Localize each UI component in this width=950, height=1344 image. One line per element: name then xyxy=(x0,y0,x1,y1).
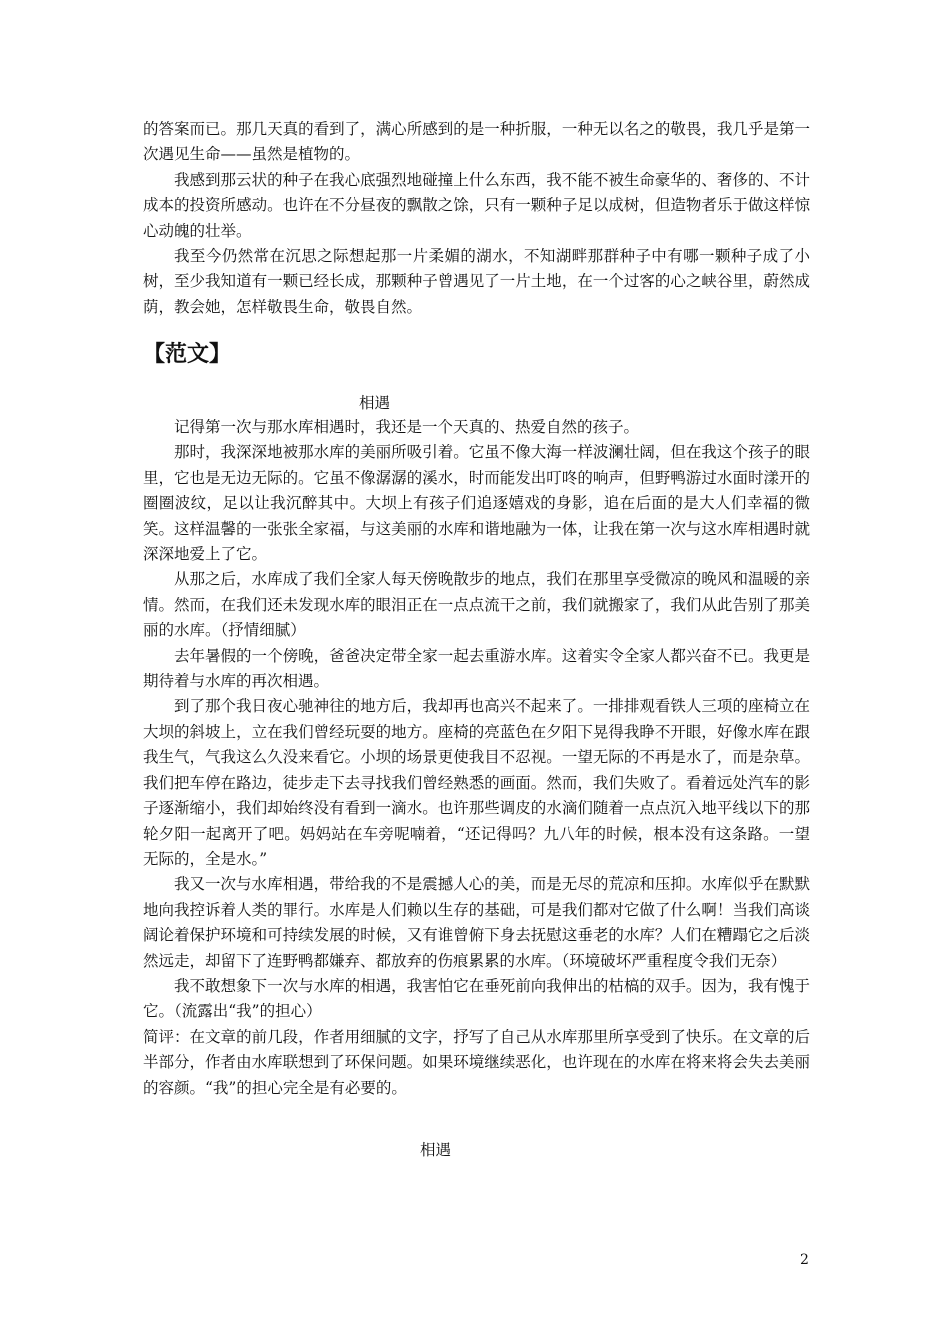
intro-paragraph: 我感到那云状的种子在我心底强烈地碰撞上什么东西，我不能不被生命豪华的、奢侈的、不计成本的投资所感动。也许在不分昼夜的飘散之馀，只有一颗种子足以成树，但造物者乐于做这样惊心动魄的壮举。 xyxy=(143,170,810,240)
essay-paragraph: 去年暑假的一个傍晚，爸爸决定带全家一起去重游水库。这着实令全家人都兴奋不已。我更是期待着与水库的再次相遇。 xyxy=(143,646,810,691)
comment-paragraph: 简评：在文章的前几段，作者用细腻的文字，抒写了自己从水库那里所享受到了快乐。在文章的后半部分，作者由水库联想到了环保问题。如果环境继续恶化，也许现在的水库在将来将会失去美丽的容颜。“我”的担心完全是有必要的。 xyxy=(143,1027,810,1097)
essay-paragraph: 到了那个我日夜心驰神往的地方后，我却再也高兴不起来了。一排排观看铁人三项的座椅立在大坝的斜坡上，立在我们曾经玩耍的地方。座椅的亮蓝色在夕阳下晃得我睁不开眼，好像水库在跟我生气，气我这么久没来看它。小坝的场景更使我目不忍视。一望无际的不再是水了，而是杂草。我们把车停在路边，徒步走下去寻找我们曾经熟悉的画面。然而，我们失败了。看着远处汽车的影子逐渐缩小，我们却始终没有看到一滴水。也许那些调皮的水滴们随着一点点沉入地平线以下的那轮夕阳一起离开了吧。妈妈站在车旁呢喃着，“还记得吗？九八年的时候，根本没有这条路。一望无际的，全是水。” xyxy=(143,697,810,868)
essay-title: 相遇 xyxy=(359,394,391,412)
essay-body xyxy=(143,415,810,1101)
second-essay-title: 相遇 xyxy=(420,1141,452,1159)
intro-text xyxy=(143,117,810,320)
essay-paragraph: 记得第一次与那水库相遇时，我还是一个天真的、热爱自然的孩子。 xyxy=(174,418,640,436)
essay-paragraph: 那时，我深深地被那水库的美丽所吸引着。它虽不像大海一样波澜壮阔，但在我这个孩子的眼里，它也是无边无际的。它虽不像潺潺的溪水，时而能发出叮咚的响声，但野鸭游过水面时漾开的圈圈波纹，足以让我沉醉其中。大坝上有孩子们追逐嬉戏的身影，追在后面的是大人们幸福的微笑。这样温馨的一张张全家福，与这美丽的水库和谐地融为一体，让我在第一次与这水库相遇时就深深地爱上了它。 xyxy=(143,443,810,564)
essay-paragraph: 从那之后，水库成了我们全家人每天傍晚散步的地点，我们在那里享受微凉的晚风和温暖的亲情。然而，在我们还未发现水库的眼泪正在一点点流干之前，我们就搬家了，我们从此告别了那美丽的水库。（抒情细腻） xyxy=(143,570,810,640)
intro-paragraph: 的答案而已。那几天真的看到了，满心所感到的是一种折服，一种无以名之的敬畏，我几乎是第一次遇见生命——虽然是植物的。 xyxy=(143,120,810,164)
essay-paragraph: 我不敢想象下一次与水库的相遇，我害怕它在垂死前向我伸出的枯槁的双手。因为，我有愧于它。（流露出“我”的担心） xyxy=(143,976,810,1021)
essay-paragraph: 我又一次与水库相遇，带给我的不是震撼人心的美，而是无尽的荒凉和压抑。水库似乎在默默地向我控诉着人类的罪行。水库是人们赖以生存的基础，可是我们都对它做了什么啊！当我们高谈阔论着保护环境和可持续发展的时候，又有谁曾俯下身去抚慰这垂老的水库？人们在糟蹋它之后淡然远走，却留下了连野鸭都嫌弃、都放弃的伤痕累累的水库。（环境破坏严重程度令我们无奈） xyxy=(143,875,810,970)
section-heading: 【范文】 xyxy=(143,342,232,367)
intro-paragraph: 我至今仍然常在沉思之际想起那一片柔媚的湖水，不知湖畔那群种子中有哪一颗种子成了小树，至少我知道有一颗已经长成，那颗种子曾遇见了一片土地，在一个过客的心之峡谷里，蔚然成荫，教会她，怎样敬畏生命，敬畏自然。 xyxy=(143,247,810,316)
page-number: 2 xyxy=(800,1252,809,1268)
